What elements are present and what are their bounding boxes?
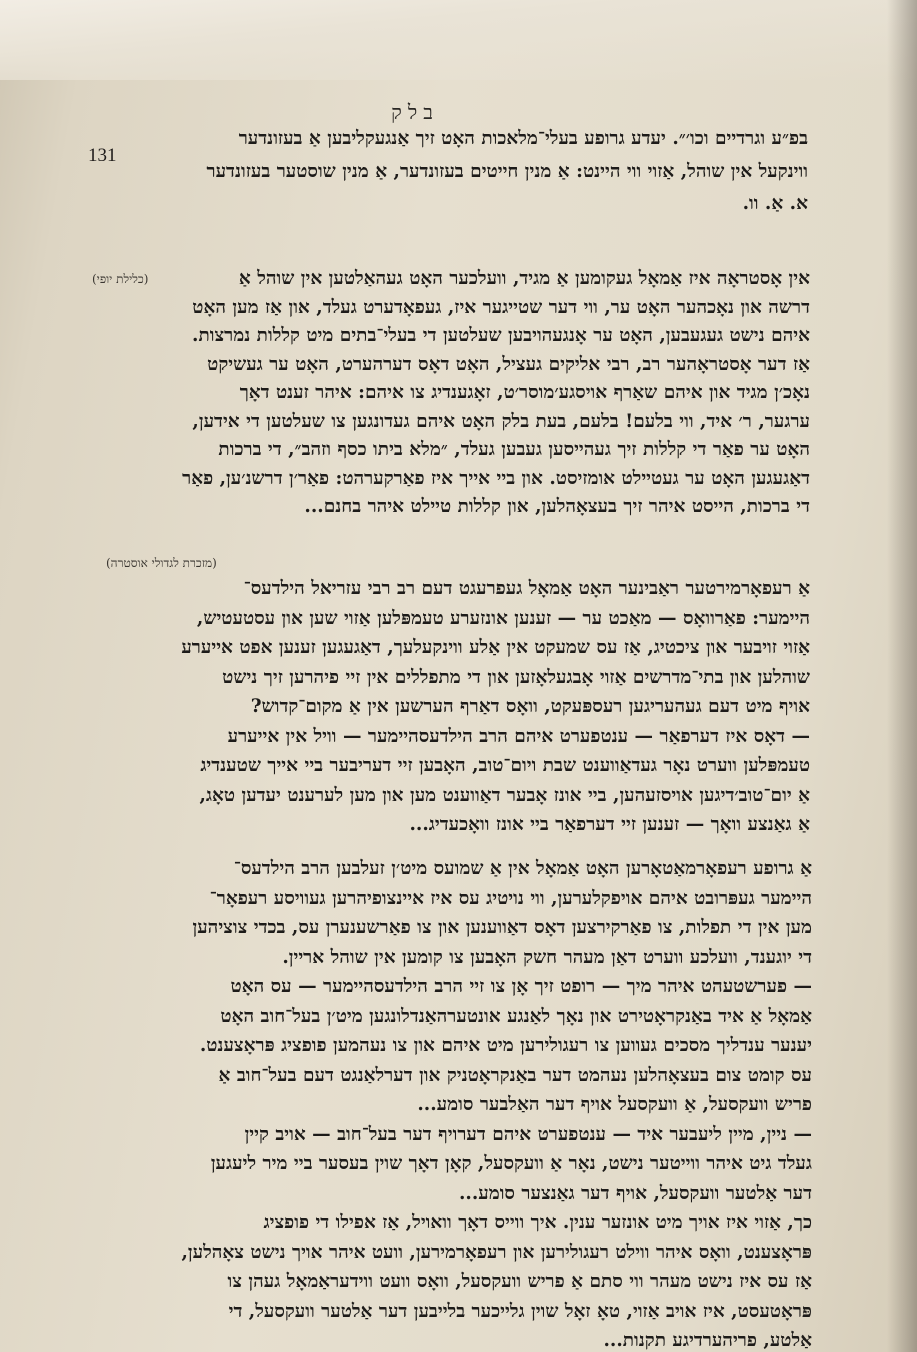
paragraph-reform-rabbi — [104, 580, 810, 835]
text-line: אויף מיט דעם געהעריגען רעספּעקט, וואָס דאַרף הערשען אין אַ מקום־קדוש? — [250, 696, 810, 717]
source-citation: (מזכרת לגדולי אוסטרה) — [106, 556, 217, 570]
text-line: די ברכות, הייסט איהר זיך בעצאָהלען, און קללות טיילט איהר בחנם... — [304, 496, 810, 517]
text-line: דרשה און נאָכהער האָט ער, ווי דער שטייגער איז, געפאָדערט געלד, און אַז מען האָט — [192, 296, 810, 318]
text-line: אַ רעפאָרמירטער ראַבינער האָט אַמאָל געפרעגט דעם רב רבי עזריאל הילדעס־ — [243, 578, 810, 599]
text-line: נאָכ׳ן מגיד און איהם שאַרף אויסגע׳מוסר׳ט, זאָגענדיג צו איהם: איהר זענט דאָך — [239, 382, 810, 403]
text-line: — ניין, מיין ליעבער איד — ענטפערט איהם דערויף דער בעל־חוב — אויב קיין — [244, 1123, 812, 1145]
text-line: שוהלען און בתי־מדרשים אַזוי אָבגעלאָזען און די מתפללים אין זיי פיהרען זיך נישט — [222, 666, 810, 688]
text-line: מען אין די תפלות, צו פאַרקירצען דאָס דאַווענען און צו פאַרשענערן עס, בכדי צוציהען — [192, 917, 812, 938]
text-line-final: אַלטע, פריהערדיגע תקנות... — [603, 1330, 812, 1351]
text-line: יענער ענדליך מסכים געווען צו רעגולירען מיט איהם און צו נעהמען פופציג פּראָצענט. — [199, 1035, 812, 1056]
text-line: א. אַ. וו. — [742, 193, 808, 214]
text-line: דער אַלטער וועקסעל, אויף דער גאַנצער סומע... — [458, 1182, 812, 1204]
text-line: אַמאָל אַ איד באַנקראָטירט און נאָך לאַנגע אונטערהאַנדלונגען מיט׳ן בעל־חוב האָט — [220, 1005, 812, 1027]
text-line: אַז דער אָסטראָהער רב, רבי אליקים געציל, האָט דאָס דערהערט, האָט ער געשיקט — [207, 353, 810, 375]
text-line: בפ״ע וגרדיים וכו׳״. יעדע גרופע בעלי־מלאכות האָט זיך אַנגעקליבען אַ בעזונדער — [238, 128, 808, 149]
text-line: די יוגענד, וועלכע ווערט דאַן מעהר חשק האָבען צו קומען אין שוהל אריין. — [282, 946, 812, 968]
text-line: דאַגעגען האָט ער געטיילט אומזיסט. און ביי אייך איז פאַרקערהט: פאַר׳ן דרשנ׳ען, פאַר — [182, 467, 810, 489]
text-line: — דאָס איז דערפאַר — ענטפערט איהם הרב הילדעסהיימער — וויל אין אייערע — [227, 725, 810, 747]
page-gutter-shadow — [887, 0, 917, 1352]
text-line: ווינקעל אין שוהל, אַזוי ווי היינט: אַ מנין חייטים בעזונדער, אַ מנין שוסטער בעזונדער — [206, 160, 808, 182]
text-line: אַזוי זויבער און ציכטיג, אַז עס שמעקט אין אַלע ווינקעלעך, דאַגעגען זענען אפט אייערע — [181, 637, 810, 658]
text-line: ערגער, ר׳ איד, ווי בלעם! בלעם, בעת בלק האָט איהם געדונגען צו שעלטען די אידען, — [192, 410, 810, 432]
paragraph-promissory-note — [110, 860, 812, 1351]
text-line: אַ גרופע רעפאָרמאַטאָרען האָט אַמאָל אין אַ שמועס מיט׳ן זעלבען הרב הילדעס־ — [233, 858, 812, 879]
text-line: — פערשטעהט איהר מיך — רופט זיך אָן צו זיי הרב הילדעסהיימער — עס האָט — [230, 976, 812, 997]
paragraph-ostroh-maggid — [100, 270, 810, 517]
text-line: היימער געפּרובט איהם אויפקלערען, ווי נויטיג עס איז איינצופיהרען געוויסע רעפאָר־ — [209, 887, 812, 909]
page-number: 131 — [88, 145, 117, 166]
text-line: איהם נישט געגעבען, האָט ער אָנגעהויבען שעלטען די בעלי־בתים מיט קללות נמרצות. — [192, 325, 810, 346]
running-head: בלק — [391, 100, 439, 124]
text-line: אַ יום־טוב׳דיגען אויסזעהען, ביי אונז אָבער דאַווענט מען און מען לערענט יעדען טאָג, — [199, 784, 810, 806]
text-line: פּראָצענט, וואָס איהר ווילט רעגולירען און רעפאָרמירען, וועט איהר אויך נישט צאָהלען, — [181, 1241, 812, 1263]
intro-paragraph — [92, 130, 808, 214]
text-line: אין אָסטראָה איז אַמאָל געקומען אַ מגיד, וועלכער האָט געהאַלטען אין שוהל אַ — [238, 268, 810, 289]
text-line: טעמפּלען ווערט נאָר געדאַווענט שבת ויום־טוב, האָבען זיי דעריבער ביי אייך שטענדיג — [200, 755, 810, 776]
text-line: געלד גיט איהר ווייטער נישט, נאָר אַ וועקסעל, קאָן דאָך שוין בעסער ביי מיר ליעגען — [210, 1153, 812, 1174]
text-line: כך, אַזוי איז אויך מיט אונזער ענין. איך ווייס דאָך וואויל, אַז אפילו די פופציג — [263, 1212, 812, 1233]
text-line: אַ גאַנצע וואָך — זענען זיי דערפאַר ביי אונז וואָכעדיג... — [409, 814, 810, 835]
source-citation: (כלילת יופי) — [92, 272, 149, 286]
text-line: עס קומט צום בעצאָהלען נעהמט דער באַנקראָטניק און דערלאַנגט דעם בעל־חוב אַ — [218, 1064, 812, 1086]
text-line: האָט ער פאַר די קללות זיך געהייסען געבען געלד, ״מלא ביתו כסף וזהב״, די ברכות — [218, 439, 810, 460]
text-line: פריש וועקסעל, אַ וועקסעל אויף דער האַלבער סומע... — [417, 1094, 812, 1115]
text-line: פּראָטעסט, איז אויב אַזוי, טאָ זאָל שוין גלייכער בלייבען דער אַלטער וועקסעל, די — [228, 1300, 812, 1322]
page-edge-shading — [0, 0, 917, 80]
text-line: אַז עס איז נישט מעהר ווי סתם אַ פריש וועקסעל, וואָס וועט ווידעראַמאָל געהן צו — [227, 1271, 812, 1292]
text-line: היימער: פאַרוואָס — מאַכט ער — זענען אונזערע טעמפּלען אַזוי שען און עסטעטיש, — [196, 607, 810, 629]
